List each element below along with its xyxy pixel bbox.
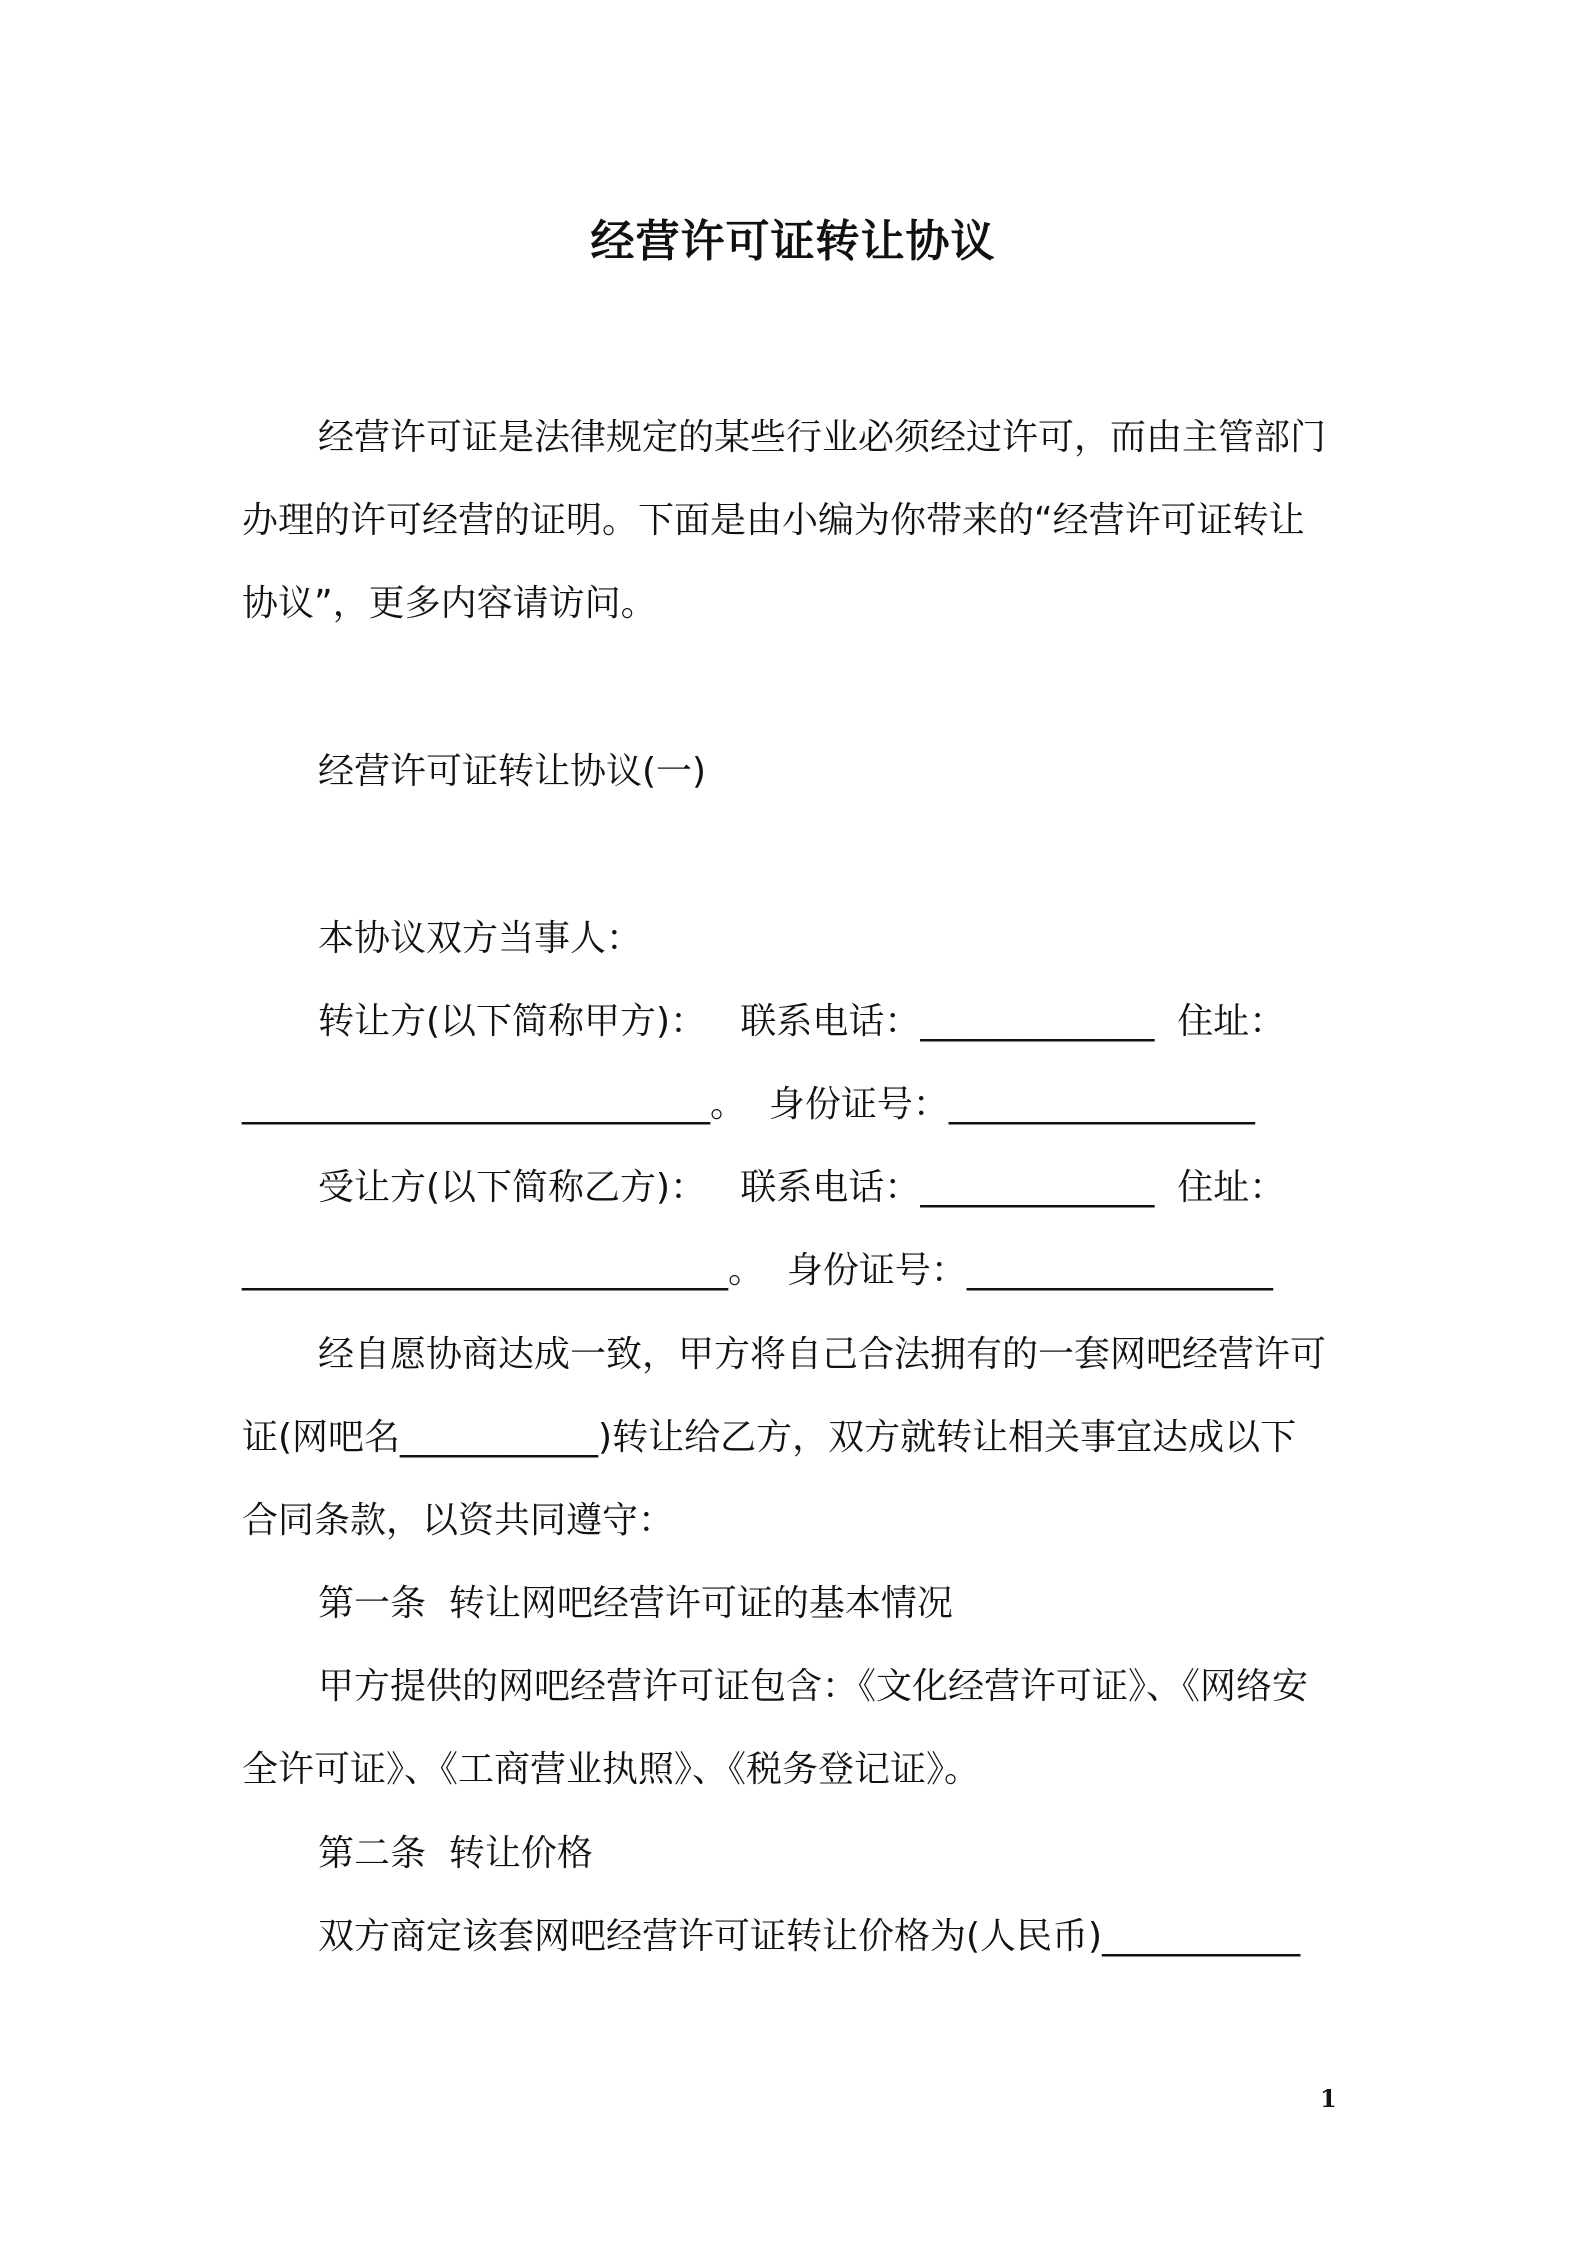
article-1-heading: 第一条 转让网吧经营许可证的基本情况 [318,1583,953,1624]
party-b-line-1: 受让方(以下简称乙方)： 联系电话：_____________ 住址： [318,1167,1286,1208]
agreement-line-3: 合同条款，以资共同遵守： [242,1500,675,1541]
article-1-line-1: 甲方提供的网吧经营许可证包含：《文化经营许可证》、《网络安 [318,1666,1309,1707]
page-number: 1 [1320,2084,1337,2113]
article-2-heading: 第二条 转让价格 [318,1833,593,1874]
intro-line-2: 办理的许可经营的证明。下面是由小编为你带来的“经营许可证转让 [242,500,1305,541]
agreement-line-1: 经自愿协商达成一致，甲方将自己合法拥有的一套网吧经营许可 [318,1334,1327,1375]
party-a-line-1: 转让方(以下简称甲方)： 联系电话：_____________ 住址： [318,1001,1286,1042]
party-b-line-2: ___________________________。 身份证号：_________________ [242,1250,1273,1291]
party-a-line-2: __________________________。 身份证号：_________________ [242,1084,1255,1125]
document-title: 经营许可证转让协议 [590,216,996,267]
section-subtitle: 经营许可证转让协议(一) [318,751,707,792]
intro-line-3: 协议”，更多内容请访问。 [242,583,657,624]
article-2-line-1: 双方商定该套网吧经营许可证转让价格为(人民币)___________ [318,1916,1301,1957]
parties-header: 本协议双方当事人： [318,918,643,959]
intro-line-1: 经营许可证是法律规定的某些行业必须经过许可，而由主管部门 [318,417,1327,458]
article-1-line-2: 全许可证》、《工商营业执照》、《税务登记证》。 [242,1749,981,1790]
agreement-line-2: 证(网吧名___________)转让给乙方，双方就转让相关事宜达成以下 [242,1417,1297,1458]
